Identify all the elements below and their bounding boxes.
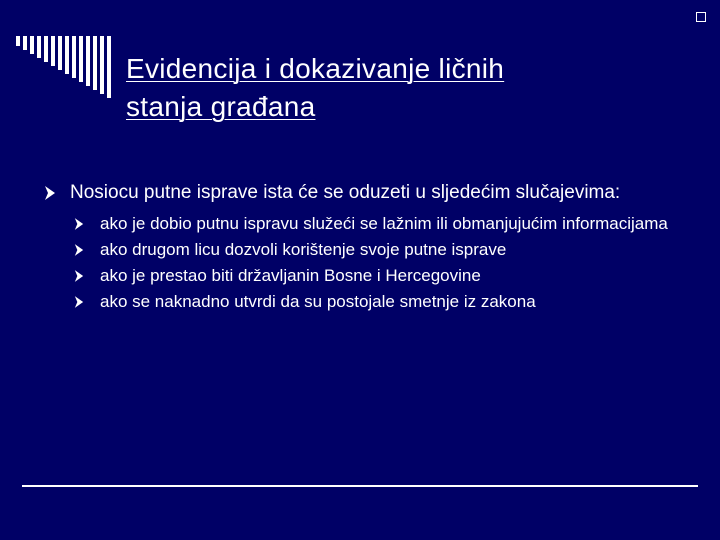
sub-bullet-2 xyxy=(74,238,676,261)
sub-bullet-1 xyxy=(74,212,676,235)
title-line-2: stanja građana xyxy=(126,91,316,122)
sub-bullet-list xyxy=(74,212,676,313)
sub-bullet-text: ako drugom licu dozvoli korištenje svoje putne isprave xyxy=(100,240,507,259)
arrow-right-icon xyxy=(74,217,84,231)
footer-divider xyxy=(22,485,698,487)
title-line-1: Evidencija i dokazivanje ličnih xyxy=(126,53,505,84)
main-bullet-text: Nosiocu putne isprave ista će se oduzeti u sljedećim slučajevima: xyxy=(70,182,621,203)
slide-title xyxy=(126,50,646,126)
arrow-right-icon xyxy=(74,243,84,257)
sub-bullet-4 xyxy=(74,290,676,313)
arrow-right-icon xyxy=(74,269,84,283)
arrow-right-icon xyxy=(74,295,84,309)
sub-bullet-text: ako je dobio putnu ispravu služeći se lažnim ili obmanjujućim informacijama xyxy=(100,214,668,233)
content-body xyxy=(44,180,676,316)
sub-bullet-text: ako je prestao biti državljanin Bosne i Hercegovine xyxy=(100,266,481,285)
main-bullet xyxy=(44,180,676,206)
sub-bullet-3 xyxy=(74,264,676,287)
corner-square-icon xyxy=(696,12,706,22)
decorative-bars xyxy=(0,0,120,100)
sub-bullet-text: ako se naknadno utvrdi da su postojale smetnje iz zakona xyxy=(100,292,536,311)
arrow-right-icon xyxy=(44,185,56,201)
